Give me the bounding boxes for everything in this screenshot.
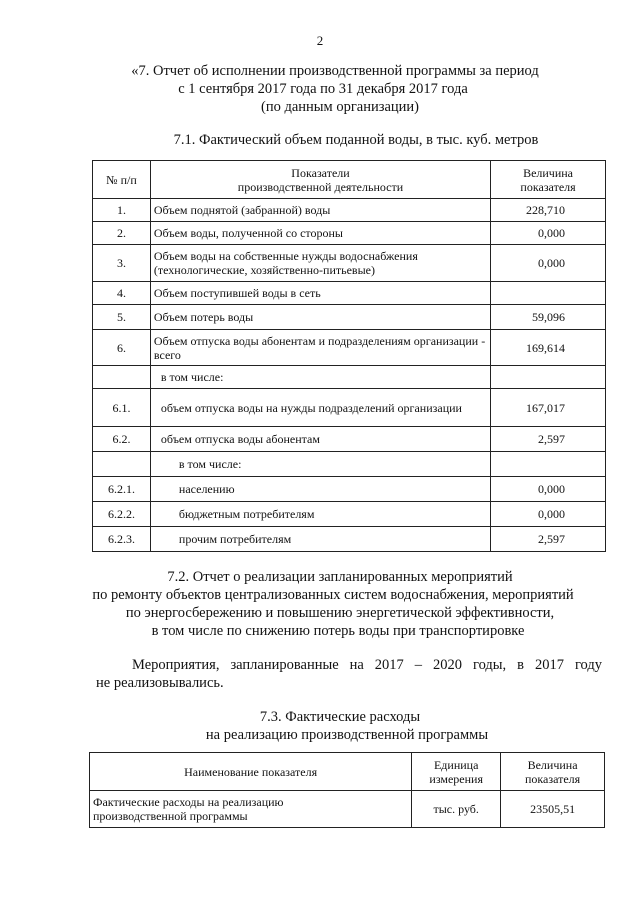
section-7-2-title-line-1: 7.2. Отчет о реализации запланированных мероприятий [167,569,513,585]
section-7-title [0,62,640,116]
row-num [93,452,151,477]
table-row [93,366,606,389]
row-num: 4. [93,282,151,305]
water-volume-table [92,160,606,552]
row-name-line-2: производственной программы [93,809,248,823]
row-name-line-1: Фактические расходы на реализацию [93,795,284,809]
row-num: 6.1. [93,389,151,427]
table-row [93,199,606,222]
section-7-2-title [0,568,640,640]
row-value: 0,000 [491,245,606,282]
section-7-title-line-2: с 1 сентября 2017 года по 31 декабря 2017 года [178,81,468,97]
section-7-title-line-3: (по данным организации) [260,99,419,115]
header-unit-line-1: Единица [433,757,479,772]
section-7-2-title-line-3: по энергосбережению и повышению энергетической эффективности, [125,605,555,621]
header-num: № п/п [93,161,151,199]
table-row [93,527,606,552]
section-7-2-title-line-4: в том числе по снижению потерь воды при транспортировке [151,623,525,639]
table-row [93,245,606,282]
row-num: 6.2.3. [93,527,151,552]
header-value-line-2: показателя [524,771,581,786]
section-7-title-line-1: «7. Отчет об исполнении производственной программы за период [131,63,539,79]
section-7-1-title: 7.1. Фактический объем поданной воды, в тыс. куб. метров [173,132,539,148]
row-value: 0,000 [491,222,606,245]
table-row [93,452,606,477]
row-num: 3. [93,245,151,282]
header-value-line-1: Величина [527,757,578,772]
row-unit: тыс. руб. [412,791,501,828]
header-indicator [150,161,490,199]
section-7-2-paragraph [96,656,602,692]
row-num [93,366,151,389]
row-name: Объем отпуска воды абонентам и подразделениям организации - всего [150,330,490,366]
row-num: 6.2. [93,427,151,452]
row-value: 23505,51 [501,791,605,828]
table-header-row [93,161,606,199]
section-7-2-title-line-2: по ремонту объектов централизованных систем водоснабжения, мероприятий [92,587,574,603]
table-header-row [90,753,605,791]
paragraph-line-1: Мероприятия, запланированные на 2017 – 2020 годы, в 2017 году [132,657,602,673]
row-name: Объем потерь воды [150,305,490,330]
row-name: бюджетным потребителям [150,502,490,527]
row-name: Объем поднятой (забранной) воды [150,199,490,222]
row-name: населению [150,477,490,502]
row-value: 0,000 [491,502,606,527]
page-number: 2 [316,33,324,48]
row-name: объем отпуска воды на нужды подразделений организации [150,389,490,427]
row-name [90,791,412,828]
row-value: 0,000 [491,477,606,502]
row-name: в том числе: [150,452,490,477]
row-num: 6.2.1. [93,477,151,502]
table-row [93,282,606,305]
row-num: 2. [93,222,151,245]
row-value [491,366,606,389]
table-row [93,389,606,427]
row-name: Объем поступившей воды в сеть [150,282,490,305]
header-indicator-line-2: производственной деятельности [237,179,404,194]
row-value: 169,614 [491,330,606,366]
header-unit [412,753,501,791]
header-value [501,753,605,791]
header-unit-line-2: измерения [429,771,483,786]
row-name: объем отпуска воды абонентам [150,427,490,452]
row-value: 167,017 [491,389,606,427]
expenses-table [89,752,605,828]
row-name: Объем воды на собственные нужды водоснабжения (технологические, хозяйственно-питьевые) [150,245,490,282]
row-name: Объем воды, полученной со стороны [150,222,490,245]
row-num: 5. [93,305,151,330]
row-value: 2,597 [491,527,606,552]
table-row [93,222,606,245]
table-row [93,477,606,502]
row-num: 1. [93,199,151,222]
row-value: 2,597 [491,427,606,452]
header-value-line-2: показателя [520,179,576,194]
section-7-3-title [0,708,640,744]
table-row [93,427,606,452]
row-num: 6. [93,330,151,366]
row-value: 59,096 [491,305,606,330]
table-row [93,502,606,527]
paragraph-line-2: не реализовывались. [96,675,224,691]
row-name: в том числе: [150,366,490,389]
row-value [491,452,606,477]
header-name: Наименование показателя [90,753,412,791]
header-value [491,161,606,199]
section-7-3-title-line-2: на реализацию производственной программы [205,727,489,743]
table-row [93,305,606,330]
row-name: прочим потребителям [150,527,490,552]
row-value [491,282,606,305]
table-row [90,791,605,828]
header-value-line-1: Величина [523,165,574,180]
row-value: 228,710 [491,199,606,222]
table-row [93,330,606,366]
section-7-3-title-line-1: 7.3. Фактические расходы [259,709,421,725]
header-indicator-line-1: Показатели [291,165,350,180]
row-num: 6.2.2. [93,502,151,527]
